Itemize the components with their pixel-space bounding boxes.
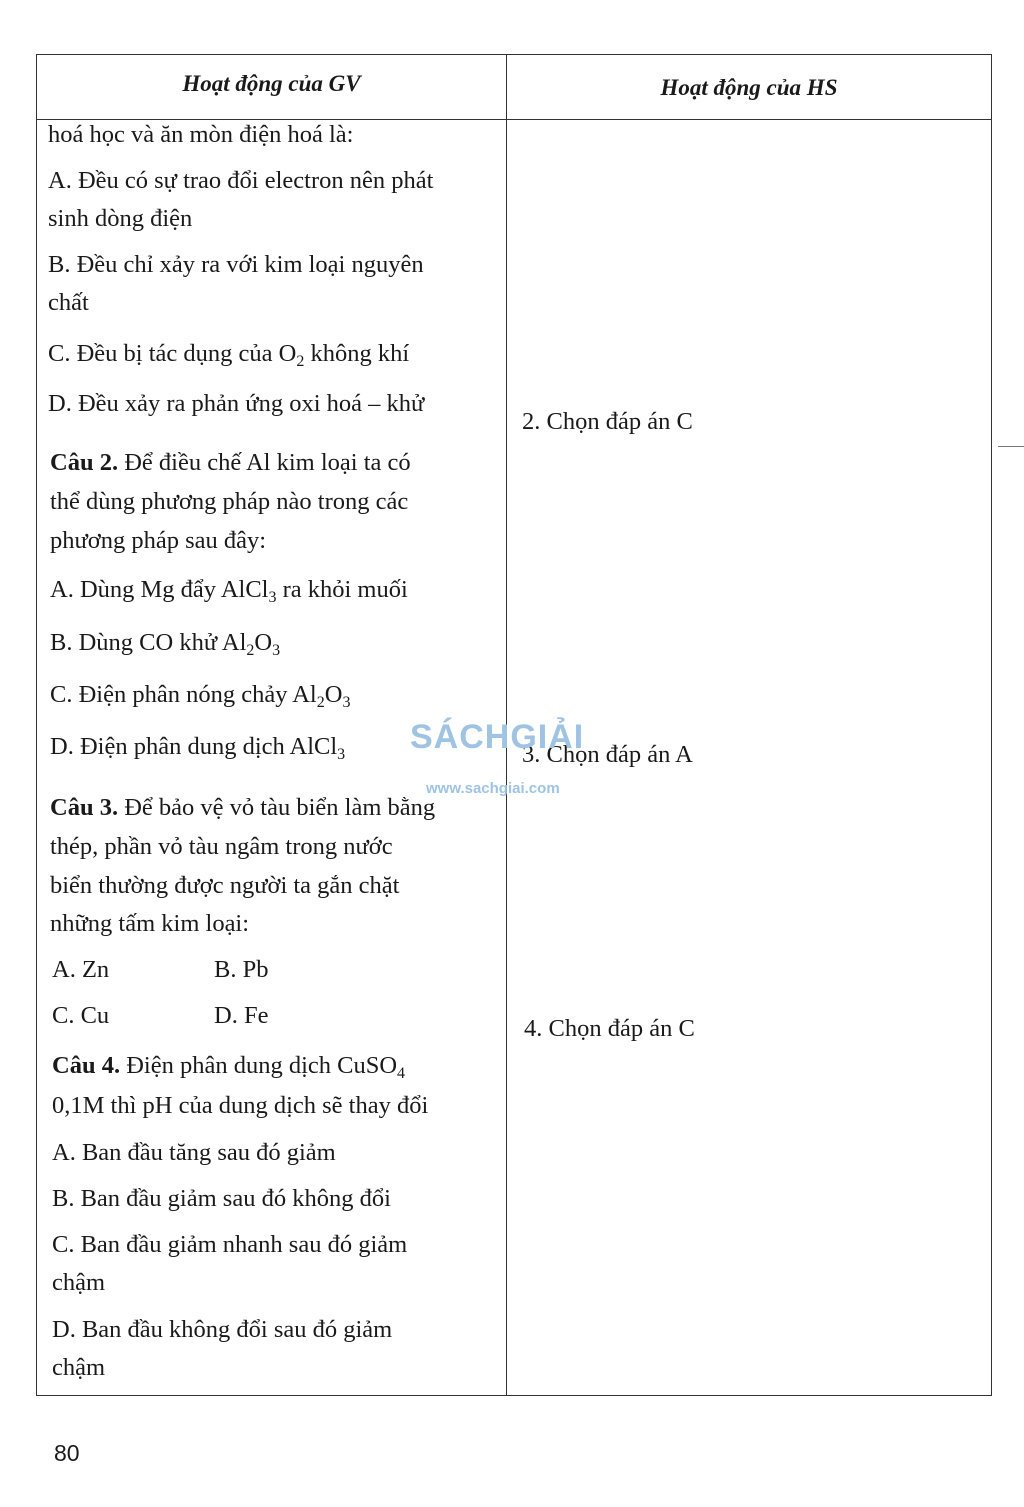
q3-option-c: C. Cu	[52, 1002, 110, 1029]
q1-option-a-line2: sinh dòng điện	[48, 205, 193, 232]
q2-option-d: D. Điện phân dung dịch AlCl$_3$	[50, 733, 346, 763]
q2-option-a: A. Dùng Mg đẩy AlCl$_3$ ra khỏi muối	[50, 576, 408, 606]
q3-option-a: A. Zn	[52, 956, 110, 983]
page-edge-mark	[998, 446, 1024, 447]
q3-line2: thép, phần vỏ tàu ngâm trong nước	[50, 833, 393, 860]
q2-line2: thể dùng phương pháp nào trong các	[50, 488, 409, 515]
q2-line3: phương pháp sau đây:	[50, 527, 267, 554]
header-teacher-activity: Hoạt động của GV	[182, 71, 361, 96]
q2-option-c: C. Điện phân nóng chảy $Al_2O_3$	[50, 681, 351, 711]
q1-option-d: D. Đều xảy ra phản ứng oxi hoá – khử	[48, 390, 425, 417]
q1-option-c: C. Đều bị tác dụng của $O_2$ không khí	[48, 340, 410, 370]
q3-line3: biển thường được người ta gắn chặt	[50, 872, 400, 899]
q4-option-d-line2: chậm	[52, 1354, 106, 1381]
q1-intro: hoá học và ăn mòn điện hoá là:	[48, 121, 354, 148]
answer-2: 2. Chọn đáp án C	[522, 408, 693, 435]
answer-4: 4. Chọn đáp án C	[524, 1015, 695, 1042]
q3-option-d: D. Fe	[214, 1002, 269, 1029]
q3-option-b: B. Pb	[214, 956, 269, 983]
q4-line1: Câu 4. Điện phân dung dịch CuSO$_4$	[52, 1052, 406, 1082]
header-student-activity: Hoạt động của HS	[660, 75, 838, 100]
answer-3: 3. Chọn đáp án A	[522, 741, 693, 768]
q4-option-a: A. Ban đầu tăng sau đó giảm	[52, 1139, 336, 1166]
watermark-logo-text: SÁCHGIẢI	[410, 718, 585, 756]
watermark	[410, 718, 585, 797]
q4-option-d-line1: D. Ban đầu không đổi sau đó giảm	[52, 1316, 393, 1343]
q2-line1: Câu 2. Để điều chế Al kim loại ta có	[50, 449, 411, 476]
q4-option-b: B. Ban đầu giảm sau đó không đổi	[52, 1185, 391, 1212]
q3-line1: Câu 3. Để bảo vệ vỏ tàu biển làm bằng	[50, 794, 436, 821]
watermark-url: www.sachgiai.com	[426, 780, 560, 797]
q1-option-a-line1: A. Đều có sự trao đổi electron nên phát	[48, 167, 434, 194]
q3-line4: những tấm kim loại:	[50, 910, 250, 937]
q4-line2: 0,1M thì pH của dung dịch sẽ thay đổi	[52, 1092, 429, 1119]
q1-option-b-line2: chất	[48, 289, 89, 316]
q1-option-b-line1: B. Đều chỉ xảy ra với kim loại nguyên	[48, 251, 424, 278]
page-number: 80	[54, 1440, 80, 1466]
q4-option-c-line2: chậm	[52, 1269, 106, 1296]
q2-option-b: B. Dùng CO khử $Al_2O_3$	[50, 629, 281, 659]
q4-option-c-line1: C. Ban đầu giảm nhanh sau đó giảm	[52, 1231, 408, 1258]
